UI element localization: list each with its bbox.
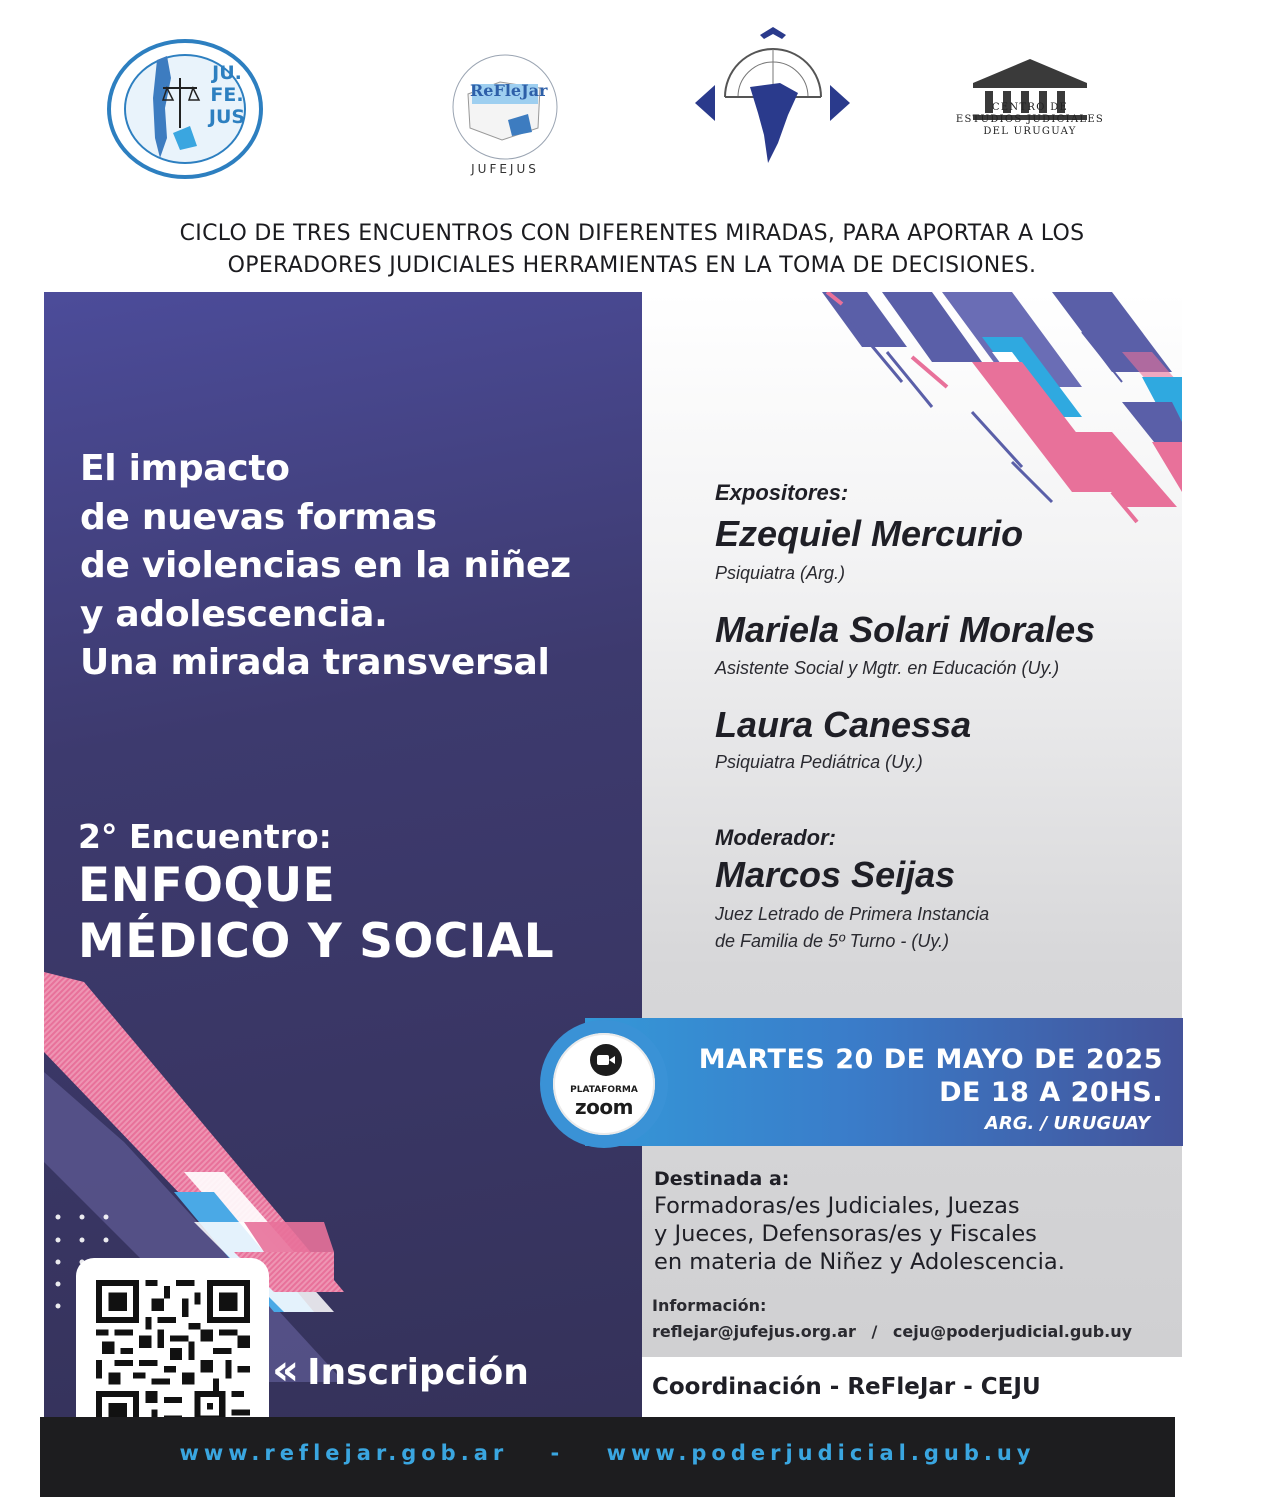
title-line: de nuevas formas [80,496,437,538]
audience-line: en materia de Niñez y Adolescencia. [654,1249,1065,1275]
ceju-line1: CENTRO DE [991,102,1069,113]
intro-line2: OPERADORES JUDICIALES HERRAMIENTAS EN LA TOMA DE DECISIONES. [227,253,1037,278]
zoom-logo-text: zoom [575,1095,633,1119]
title-line: Una mirada transversal [80,642,550,683]
zoom-platform-label: PLATAFORMA [570,1085,638,1095]
encuentro-label: 2° Encuentro: [78,817,332,856]
info-emails [652,1322,1132,1341]
email-separator: / [871,1322,878,1341]
speaker-name: Mariela Solari Morales [715,609,1096,650]
moderator-role-line1: Juez Letrado de Primera Instancia [715,904,990,924]
event-title [80,445,640,688]
footer-separator: - [550,1441,565,1465]
speakers-heading: Expositores: [715,480,849,505]
email-reflejar[interactable]: reflejar@jufejus.org.ar [652,1322,856,1341]
registration-link[interactable] [272,1345,529,1394]
intro-line1: CICLO DE TRES ENCUENTROS CON DIFERENTES MIRADAS, PARA APORTAR A LOS [179,221,1085,246]
email-ceju[interactable]: ceju@poderjudicial.gub.uy [892,1322,1133,1341]
info-heading: Información: [652,1296,767,1315]
encuentro-topic [78,858,638,970]
ceju-line3: DEL URUGUAY [983,126,1077,137]
ceju-logo-text [955,102,1105,138]
speaker-name: Ezequiel Mercurio [715,513,1024,554]
title-line: de violencias en la niñez [80,545,571,586]
coordination-text: Coordinación - ReFleJar - CEJU [652,1374,1041,1400]
moderator-role-line2: de Familia de 5º Turno - (Uy.) [715,931,949,951]
footer-link-poderjudicial[interactable]: www.poderjudicial.gub.uy [606,1441,1036,1465]
moderator-name: Marcos Seijas [715,854,956,895]
speaker-role: Asistente Social y Mgtr. en Educación (Uy.) [715,658,1060,678]
title-line: y adolescencia. [80,593,388,635]
topic-line1: ENFOQUE [78,858,336,913]
video-camera-icon [590,1044,622,1076]
audience-line: Formadoras/es Judiciales, Juezas [654,1193,1020,1219]
event-time: DE 18 A 20HS. [939,1077,1163,1108]
event-timezone: ARG. / URUGUAY [984,1113,1150,1134]
topic-line2: MÉDICO Y SOCIAL [78,914,555,969]
footer-bar [40,1417,1175,1497]
audience-list [654,1192,1174,1276]
speaker-role: Psiquiatra (Arg.) [715,563,846,583]
reflejar-logo-bottom: JUFEJUS [471,162,539,176]
intro-heading [60,218,1204,282]
footer-links [40,1441,1175,1465]
chevrons-left-icon: « [272,1345,288,1394]
speaker-role: Psiquiatra Pediátrica (Uy.) [715,752,923,772]
date-banner [585,1018,1183,1146]
audience-heading: Destinada a: [654,1168,790,1190]
title-line: El impacto [80,448,290,489]
qr-code-image [96,1280,250,1434]
audience-line: y Jueces, Defensoras/es y Fiscales [654,1221,1037,1247]
red-iberoamericana-logo [680,25,865,170]
registration-label: Inscripción [307,1352,529,1393]
ceju-line2: ESTUDIOS JUDICIALES [955,114,1105,125]
moderator-heading: Moderador: [715,825,836,850]
speaker-name: Laura Canessa [715,704,972,745]
reflejar-logo-center: ReFleJar [470,81,548,100]
footer-link-reflejar[interactable]: www.reflejar.gob.ar [179,1441,509,1465]
jufejus-logo-text: JU. FE. JUS [208,62,246,128]
event-date: MARTES 20 DE MAYO DE 2025 [698,1044,1163,1075]
